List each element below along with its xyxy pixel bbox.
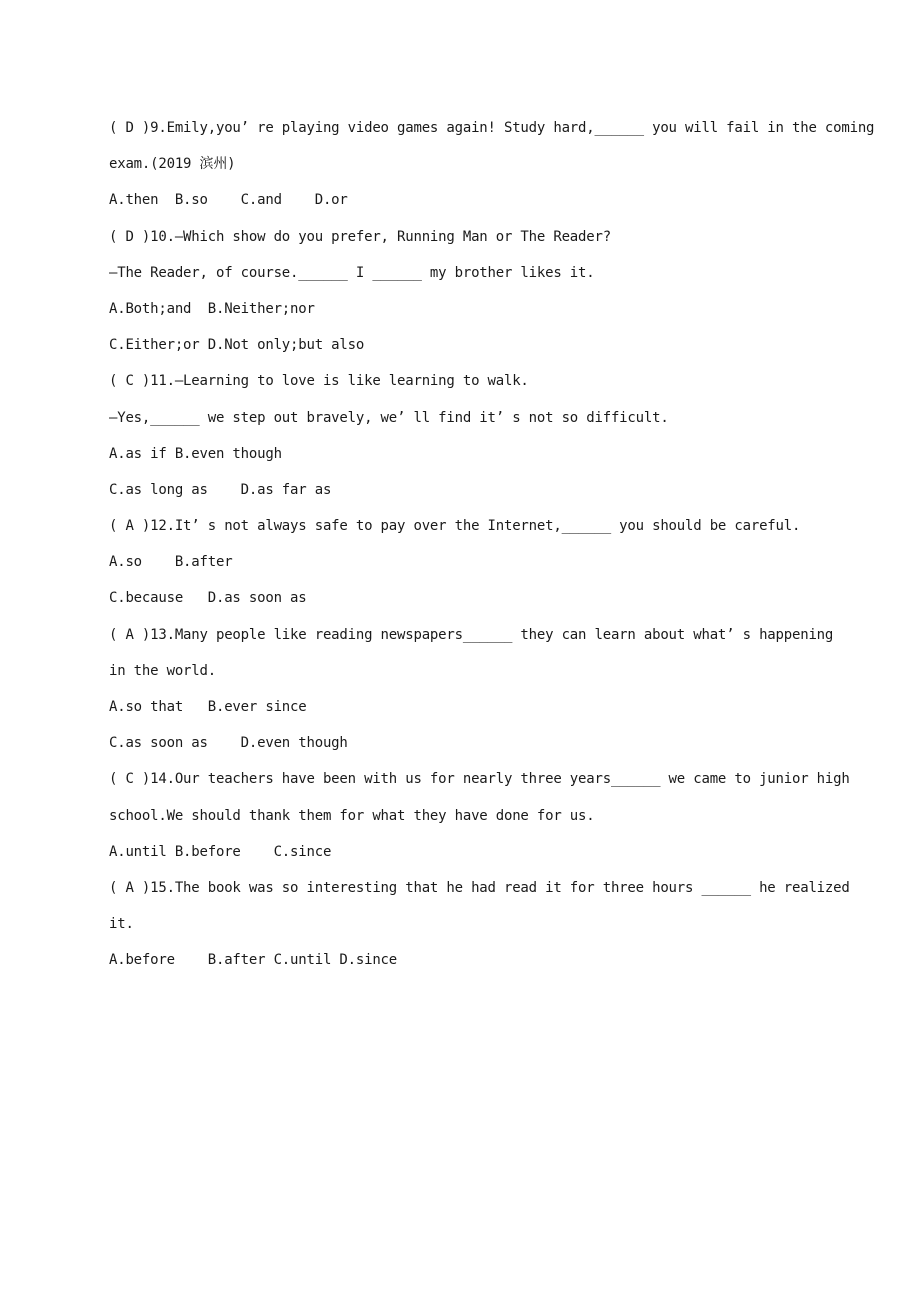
question-13-stem: ( A )13.Many people like reading newspapers______ they can learn about what’ s happening — [109, 626, 834, 643]
question-15-stem-continued: it. — [109, 916, 134, 933]
question-9-stem: ( D )9.Emily,you’ re playing video games again! Study hard,______ you will fail in the coming — [109, 120, 875, 136]
question-14-stem: ( C )14.Our teachers have been with us for nearly three years______ we came to junior high — [109, 771, 850, 788]
question-12-stem: ( A )12.It’ s not always safe to pay over the Internet,______ you should be careful. — [109, 518, 801, 535]
question-10-options-ab: A.Both;and B.Neither;nor — [109, 300, 315, 317]
question-11-options-cd: C.as long as D.as far as — [109, 481, 332, 498]
question-15-options: A.before B.after C.until D.since — [109, 952, 398, 969]
question-9-options: A.then B.so C.and D.or — [109, 192, 348, 209]
question-10-stem: ( D )10.—Which show do you prefer, Running Man or The Reader? — [109, 228, 611, 245]
question-12-options-cd: C.because D.as soon as — [109, 590, 307, 607]
question-13-stem-continued: in the world. — [109, 662, 216, 679]
question-12-options-ab: A.so B.after — [109, 554, 233, 571]
question-11-stem: ( C )11.—Learning to love is like learning to walk. — [109, 373, 529, 390]
question-13-options-cd: C.as soon as D.even though — [109, 735, 348, 752]
question-15-stem: ( A )15.The book was so interesting that he had read it for three hours ______ he realized — [109, 879, 850, 896]
question-11-reply: —Yes,______ we step out bravely, we’ ll find it’ s not so difficult. — [109, 409, 669, 426]
question-13-options-ab: A.so that B.ever since — [109, 699, 307, 715]
question-14-stem-continued: school.We should thank them for what they have done for us. — [109, 807, 595, 824]
question-14-options: A.until B.before C.since — [109, 843, 332, 860]
question-list — [109, 116, 879, 985]
question-9-stem-continued: exam.(2019 滨州) — [109, 156, 236, 173]
question-10-options-cd: C.Either;or D.Not only;but also — [109, 337, 365, 354]
question-10-reply: —The Reader, of course.______ I ______ my brother likes it. — [109, 264, 595, 281]
question-11-options-ab: A.as if B.even though — [109, 445, 282, 462]
